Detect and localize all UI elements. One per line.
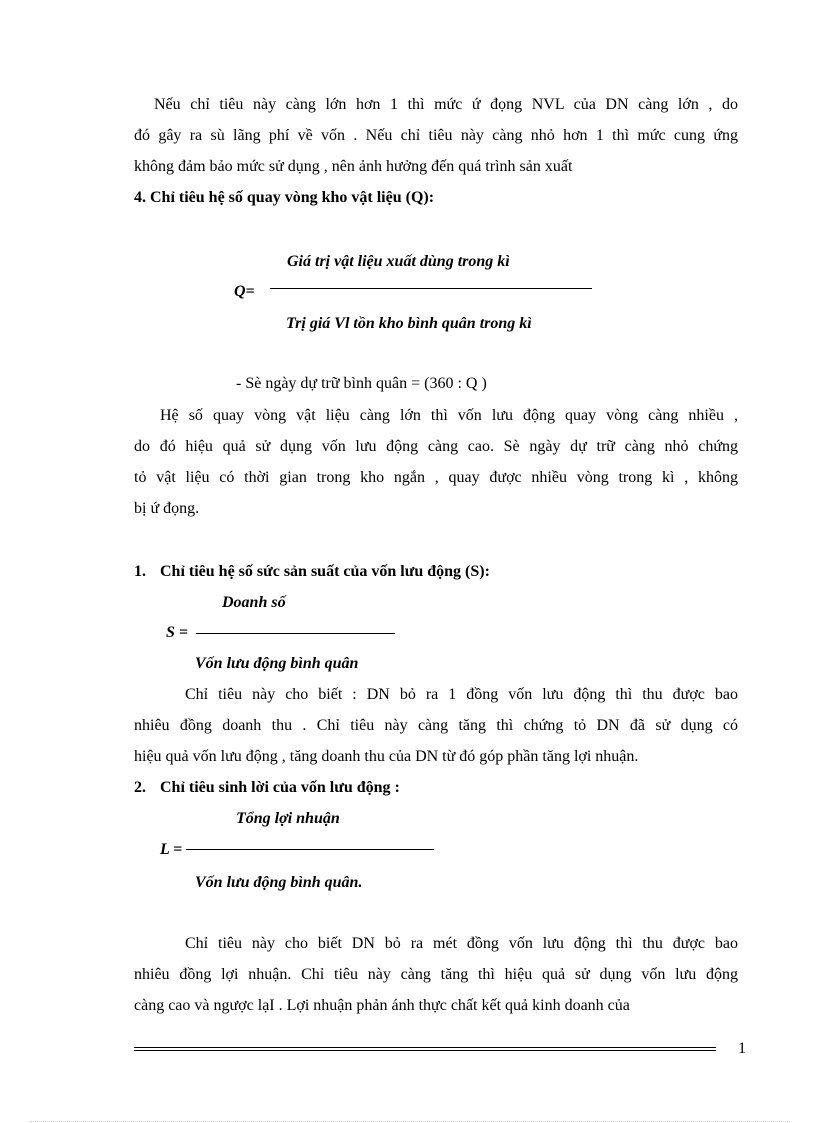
paragraph-3-line-3: hiệu quả vốn lưu động , tăng doanh thu của DN từ đó góp phần tăng lợi nhuận. — [134, 748, 639, 765]
paragraph-4-line-3: càng cao và ngược lạI . Lợi nhuận phản ánh thực chất kết quả kinh doanh của — [134, 997, 630, 1014]
formula-q-label: Q= — [234, 283, 255, 300]
heading-1-number: 1. — [134, 563, 146, 580]
paragraph-3-line-2: nhiêu đồng doanh thu . Chỉ tiêu này càng tăng thì chứng tỏ DN đã sử dụng có — [134, 717, 738, 734]
paragraph-1-line-3: không đảm bảo mức sử dụng , nên ảnh hưởng đến quá trình sản xuất — [134, 158, 573, 175]
formula-l-label: L = — [160, 841, 183, 858]
formula-l-denominator: Vốn lưu động bình quân. — [195, 874, 363, 891]
formula-l-numerator: Tổng lợi nhuận — [236, 810, 340, 827]
heading-2-number: 2. — [134, 779, 146, 796]
reserve-days-formula: - Sè ngày dự trữ bình quân = (360 : Q ) — [236, 375, 487, 392]
paragraph-4-line-1: Chỉ tiêu này cho biết DN bỏ ra mét đồng vốn lưu động thì thu được bao — [185, 935, 738, 952]
page-number: 1 — [738, 1040, 746, 1057]
formula-q-numerator: Giá trị vật liệu xuất dùng trong kì — [287, 253, 510, 270]
heading-2: Chỉ tiêu sinh lời của vốn lưu động : — [160, 779, 400, 796]
formula-q-fraction-bar — [270, 288, 592, 289]
footer-rule-bottom — [134, 1050, 716, 1051]
heading-4: 4. Chỉ tiêu hệ số quay vòng kho vật liệu (Q): — [134, 189, 435, 206]
paragraph-2-line-4: bị ứ đọng. — [134, 500, 200, 517]
formula-s-label: S = — [166, 624, 189, 641]
formula-s-numerator: Doanh số — [222, 594, 286, 611]
paragraph-1-line-2: đó gây ra sù lãng phí về vốn . Nếu chỉ tiêu này càng nhỏ hơn 1 thì mức cung ứng — [134, 127, 738, 144]
page-edge-divider — [30, 1121, 790, 1122]
formula-s-fraction-bar — [196, 633, 395, 634]
paragraph-2-line-1: Hệ số quay vòng vật liệu càng lớn thì vốn lưu động quay vòng càng nhiều , — [160, 407, 738, 424]
formula-l-fraction-bar — [186, 849, 434, 850]
paragraph-3-line-1: Chỉ tiêu này cho biết : DN bỏ ra 1 đồng vốn lưu động thì thu được bao — [185, 686, 738, 703]
paragraph-1-line-1: Nếu chỉ tiêu này càng lớn hơn 1 thì mức ứ đọng NVL của DN càng lớn , do — [154, 96, 738, 113]
paragraph-2-line-3: tỏ vật liệu có thời gian trong kho ngắn , quay được nhiều vòng trong kì , không — [134, 469, 738, 486]
formula-q-denominator: Trị giá Vl tồn kho bình quân trong kì — [286, 315, 532, 332]
footer-rule-top — [134, 1047, 716, 1048]
formula-s-denominator: Vốn lưu động bình quân — [195, 655, 359, 672]
heading-1: Chỉ tiêu hệ số sức sản suất của vốn lưu động (S): — [160, 563, 490, 580]
paragraph-2-line-2: do đó hiệu quả sử dụng vốn lưu động càng cao. Sè ngày dự trữ càng nhỏ chứng — [134, 438, 738, 455]
paragraph-4-line-2: nhiêu đồng lợi nhuận. Chỉ tiêu này càng tăng thì hiệu quả sử dụng vốn lưu động — [134, 966, 738, 983]
